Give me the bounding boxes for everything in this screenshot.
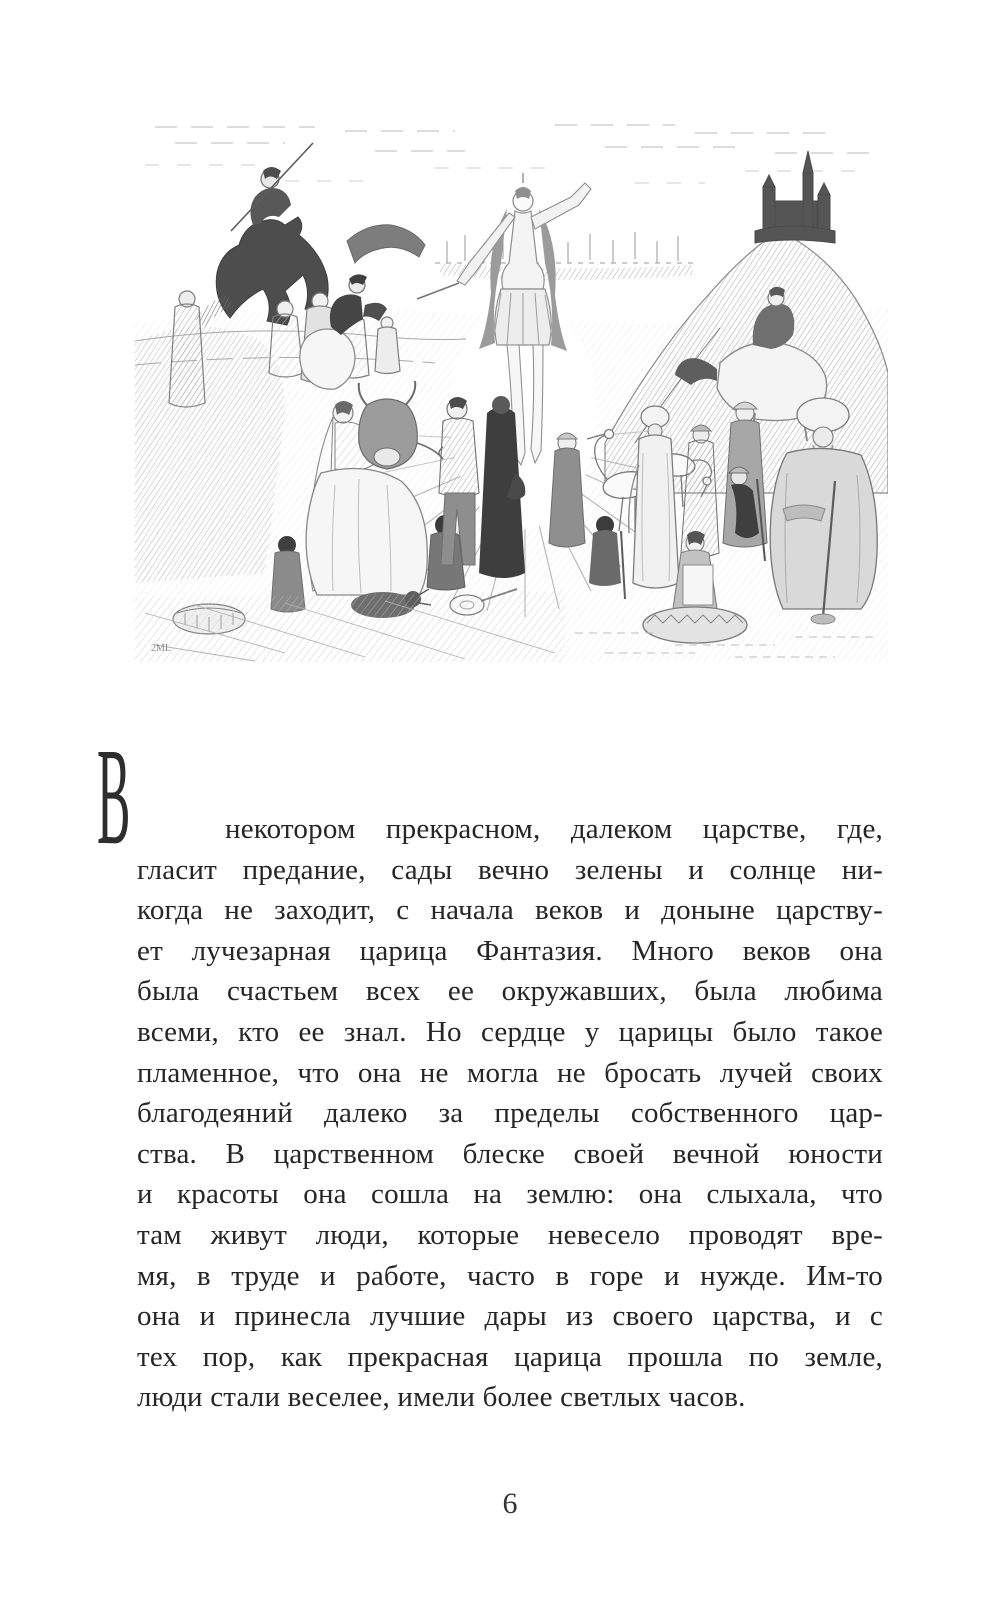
- text-line: гласит предание, сады вечно зелены и солнце ни-: [137, 853, 883, 886]
- text-line: она и принесла лучшие дары из своего царства, и с: [137, 1300, 883, 1333]
- text-line: ства. В царственном блеске своей вечной юности: [137, 1137, 883, 1170]
- engraver-signature: 2ML: [151, 643, 171, 654]
- text-line: была счастьем всех ее окружавших, была любима: [137, 975, 883, 1008]
- text-line: мя, в труде и работе, часто в горе и нужде. Им-то: [137, 1259, 883, 1292]
- text-line: люди стали веселее, имели более светлых часов.: [137, 1381, 746, 1414]
- page-number: 6: [502, 1487, 518, 1520]
- text-line: всеми, кто ее знал. Но сердце у царицы было такое: [137, 1015, 883, 1048]
- drop-cap: [95, 719, 135, 874]
- svg-text:В: В: [97, 719, 131, 874]
- left-rocks: [135, 327, 285, 583]
- text-line: ет лучезарная царица Фантазия. Много веков она: [137, 934, 883, 967]
- text-line: там живут люди, которые невесело проводят вре-: [137, 1218, 883, 1251]
- text-line: пламенное, что она не могла не бросать лучей своих: [137, 1056, 883, 1089]
- engraving-scene: [135, 113, 888, 662]
- text-line: благодеяний далеко за пределы собственного цар-: [137, 1097, 883, 1130]
- text-line: и красоты она сошла на землю: она слыхала, что: [137, 1178, 883, 1211]
- text-line: тех пор, как прекрасная царица прошла по земле,: [137, 1340, 883, 1373]
- text-line: когда не заходит, с начала веков и доныне царству-: [137, 894, 883, 927]
- text-line-content: некотором прекрасном, далеком царстве, где,: [225, 813, 883, 845]
- book-illustration: [135, 113, 888, 662]
- body-text: [97, 719, 883, 1418]
